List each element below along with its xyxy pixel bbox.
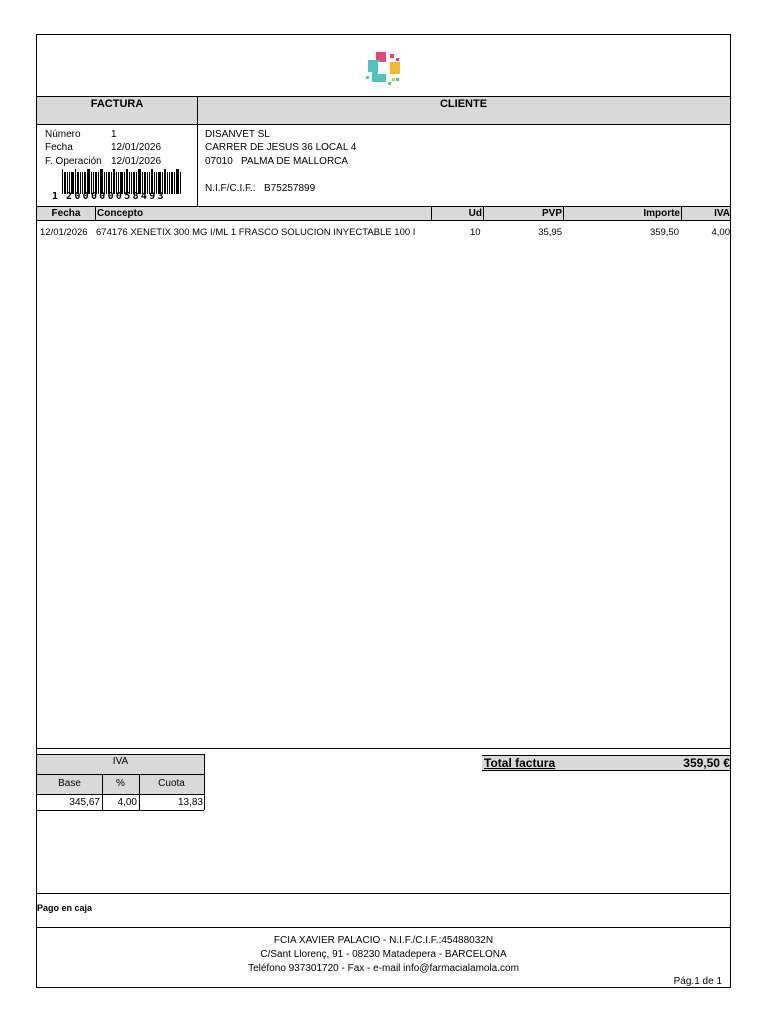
operacion-value: 12/01/2026 xyxy=(111,156,162,167)
barcode-bar xyxy=(180,172,181,194)
barcode-bar xyxy=(62,169,63,194)
footer-line3: Teléfono 937301720 - Fax - e-mail info@farmacialamola.com xyxy=(248,963,519,974)
footer-line1: FCIA XAVIER PALACIO - N.I.F./C.I.F.:45488032N xyxy=(273,935,494,946)
cliente-name: DISANVET SL xyxy=(205,129,270,140)
factura-heading: FACTURA xyxy=(90,98,144,110)
fecha-value: 12/01/2026 xyxy=(111,142,162,153)
col-importe: Importe xyxy=(643,208,680,219)
pharmacy-cross-logo xyxy=(362,48,406,88)
barcode-bar xyxy=(169,172,170,194)
row-concepto: 674176 XENETIX 300 MG I/ML 1 FRASCO SOLUCION INYECTABLE 100 I xyxy=(96,227,416,238)
iva-row-pct: 4,00 xyxy=(117,797,137,808)
iva-col-pct: % xyxy=(116,778,125,789)
barcode-bar xyxy=(171,172,173,194)
page-number: Pág.1 de 1 xyxy=(673,976,722,987)
cliente-address: CARRER DE JESUS 36 LOCAL 4 xyxy=(205,142,357,153)
row-fecha: 12/01/2026 xyxy=(40,227,88,238)
col-iva: IVA xyxy=(714,208,730,219)
col-pvp: PVP xyxy=(541,208,562,219)
cliente-nif-label: N.I.F/C.I.F.: xyxy=(205,183,256,194)
numero-value: 1 xyxy=(111,129,117,140)
row-pvp: 35,95 xyxy=(538,227,562,238)
barcode-bar xyxy=(167,172,168,194)
fecha-label: Fecha xyxy=(45,142,73,153)
iva-col-cuota: Cuota xyxy=(158,778,185,789)
iva-col-base: Base xyxy=(58,778,81,789)
iva-row-base: 345,67 xyxy=(69,797,100,808)
cliente-heading: CLIENTE xyxy=(439,98,488,110)
iva-table-title: IVA xyxy=(112,756,129,767)
col-fecha: Fecha xyxy=(51,208,81,219)
total-label: Total factura xyxy=(484,756,556,770)
iva-row-cuota: 13,83 xyxy=(177,797,203,808)
table-row xyxy=(37,227,730,241)
cliente-postal-code: 07010 xyxy=(205,156,233,167)
row-ud: 10 xyxy=(470,227,481,238)
row-importe: 359,50 xyxy=(649,227,679,238)
cliente-city: PALMA DE MALLORCA xyxy=(241,156,349,167)
total-value: 359,50 € xyxy=(683,756,730,770)
numero-label: Número xyxy=(45,129,81,140)
barcode-left-digit: 1 xyxy=(52,191,61,202)
col-concepto: Concepto xyxy=(97,208,144,219)
operacion-label: F. Operación xyxy=(45,156,102,167)
col-ud: Ud xyxy=(468,208,482,219)
barcode-bar xyxy=(174,172,175,194)
barcode-digits: 200000058493 xyxy=(66,191,166,202)
row-iva: 4,00 xyxy=(711,227,730,238)
barcode-bar xyxy=(176,169,179,194)
footer-line2: C/Sant Llorenç, 91 - 08230 Matadepera - BARCELONA xyxy=(260,949,507,960)
cliente-nif-value: B75257899 xyxy=(264,183,316,194)
payment-method: Pago en caja xyxy=(37,903,93,913)
